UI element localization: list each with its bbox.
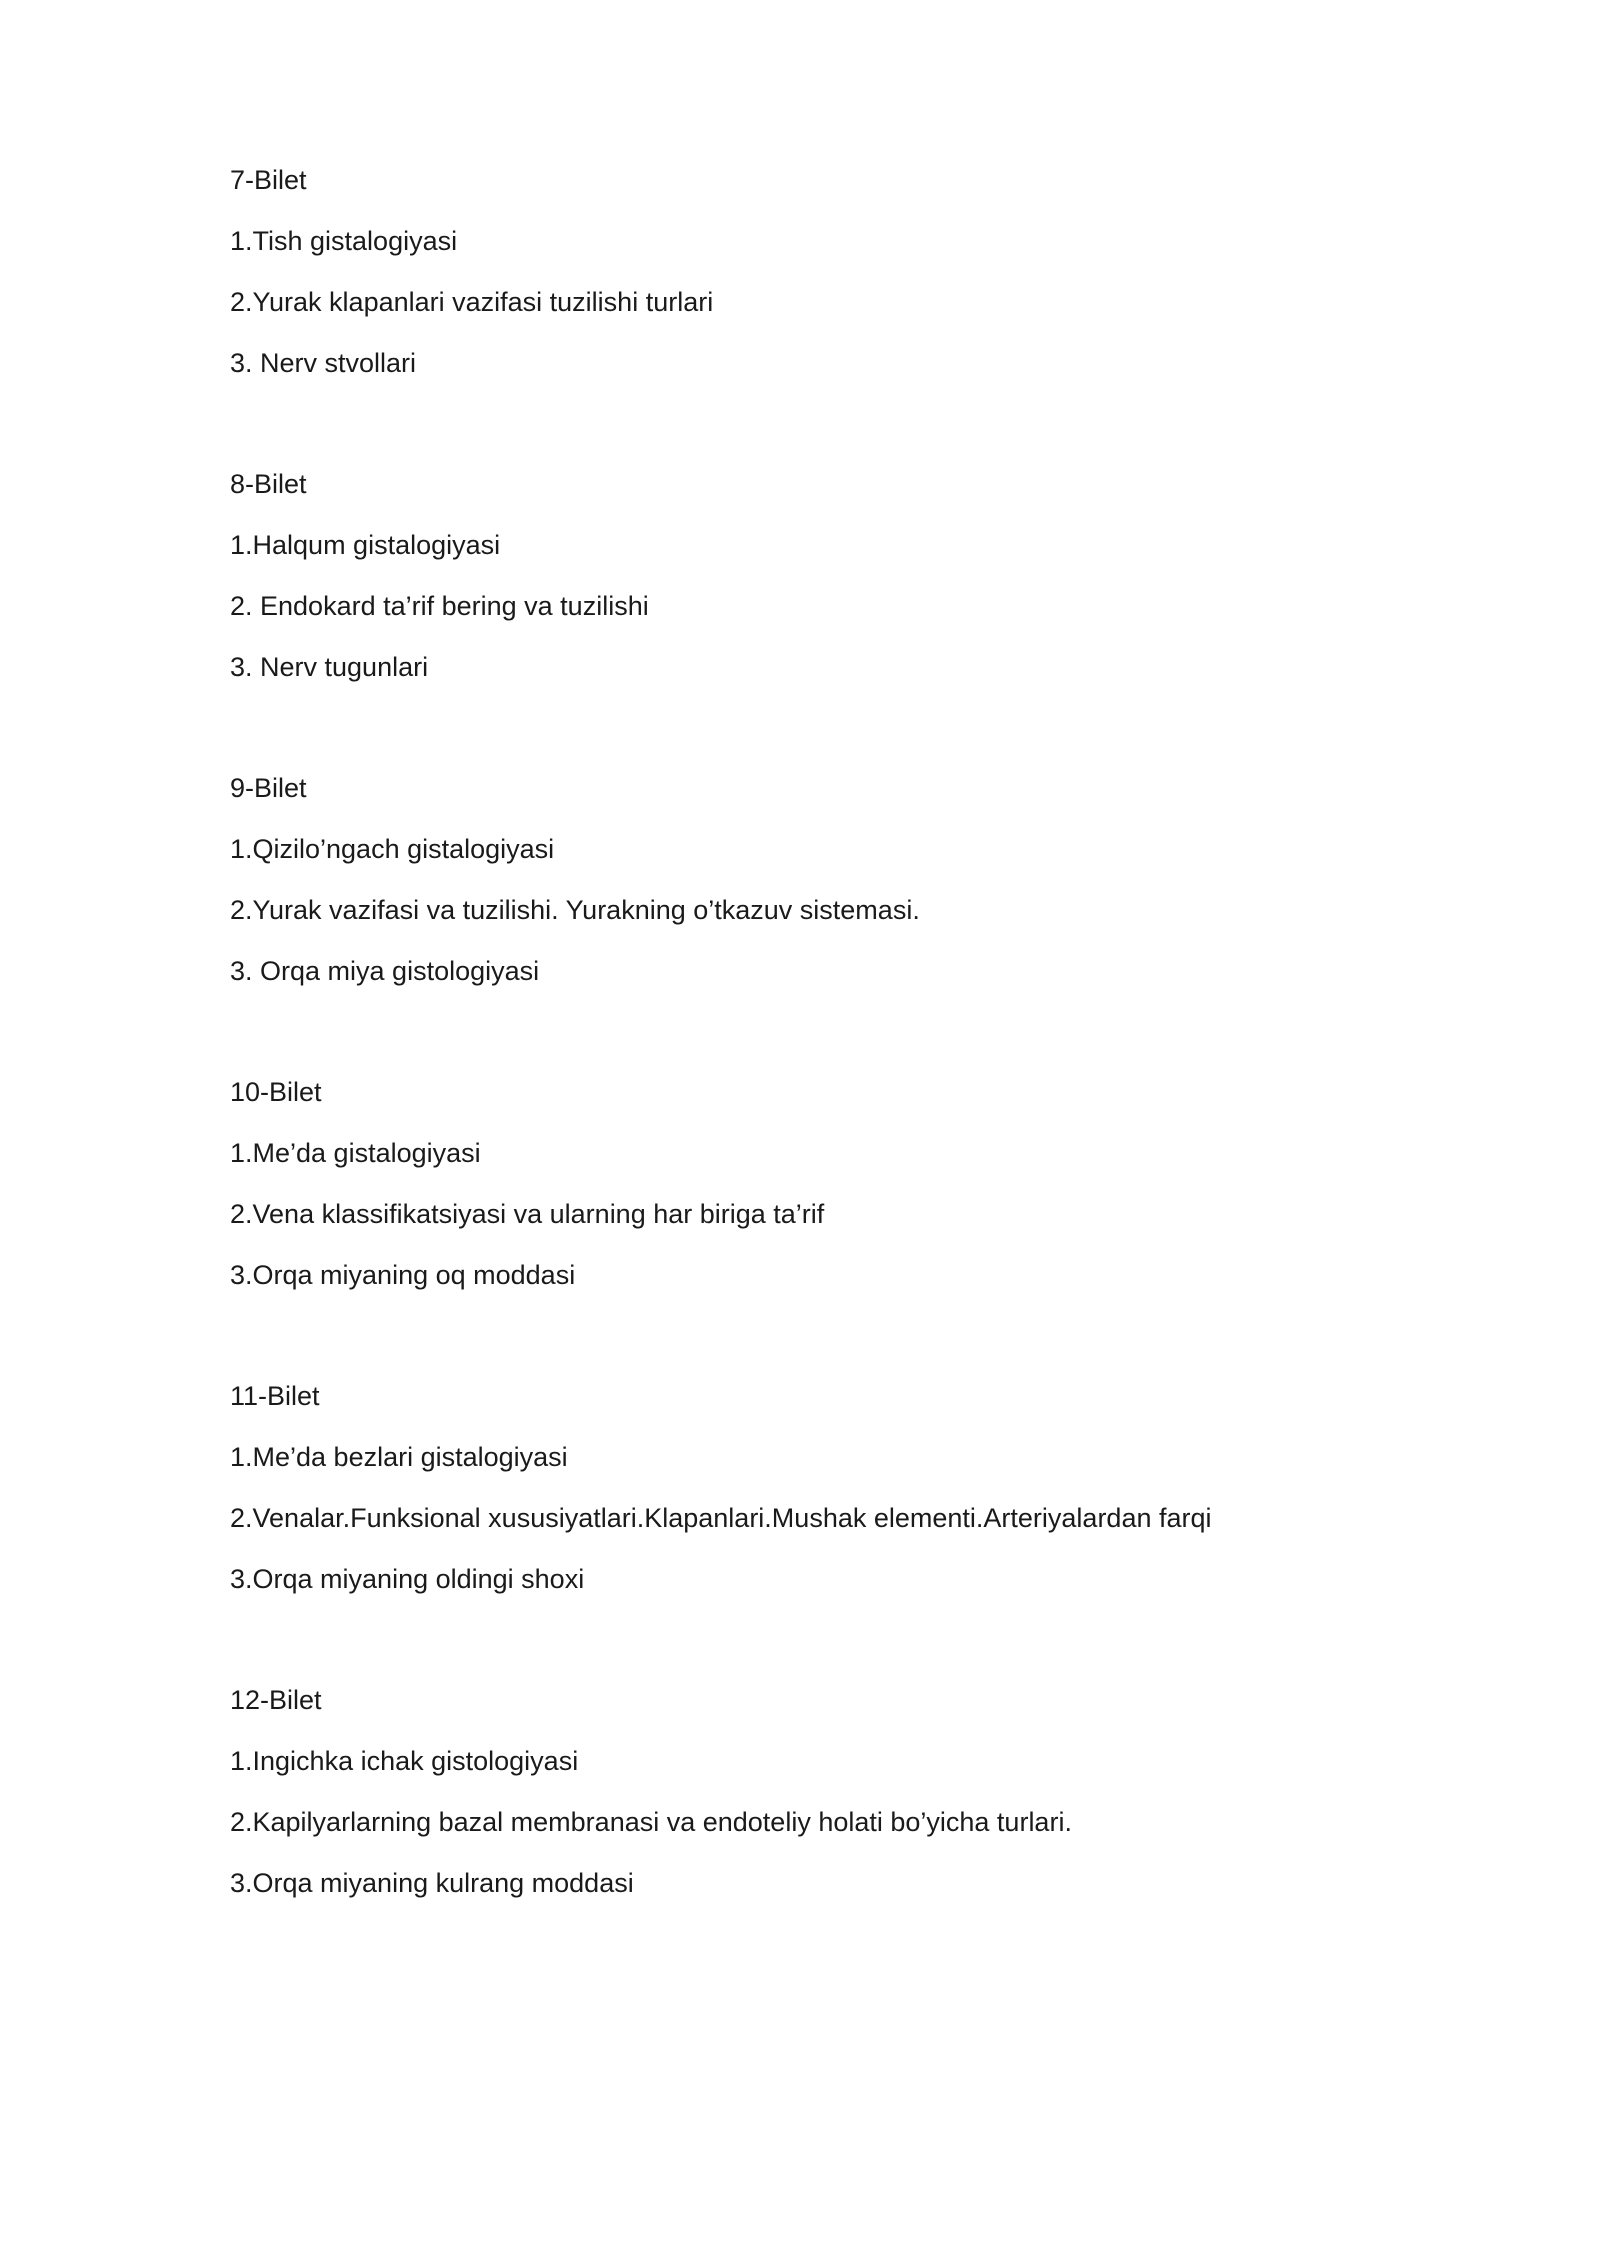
ticket-title: 12-Bilet	[230, 1685, 322, 1715]
ticket-title: 8-Bilet	[230, 469, 307, 499]
question-item: 2.Kapilyarlarning bazal membranasi va endoteliy holati bo’yicha turlari.	[230, 1807, 1072, 1837]
question-item: 1.Tish gistalogiyasi	[230, 226, 458, 256]
ticket-11	[230, 1366, 1430, 1610]
question-item: 3. Nerv stvollari	[230, 348, 417, 378]
question-item: 2.Yurak vazifasi va tuzilishi. Yurakning o’tkazuv sistemasi.	[230, 895, 920, 925]
ticket-9	[230, 758, 1430, 1002]
ticket-8	[230, 454, 1430, 698]
question-item: 1.Halqum gistalogiyasi	[230, 530, 501, 560]
ticket-title: 7-Bilet	[230, 165, 307, 195]
ticket-title: 11-Bilet	[230, 1381, 320, 1411]
question-item: 2. Endokard ta’rif bering va tuzilishi	[230, 591, 649, 621]
question-item: 3. Orqa miya gistologiyasi	[230, 956, 540, 986]
question-item: 1.Qizilo’ngach gistalogiyasi	[230, 834, 555, 864]
question-item: 2.Venalar.Funksional xususiyatlari.Klapanlari.Mushak elementi.Arteriyalardan farqi	[230, 1503, 1212, 1533]
ticket-title: 10-Bilet	[230, 1077, 322, 1107]
ticket-12	[230, 1670, 1430, 1914]
ticket-title: 9-Bilet	[230, 773, 307, 803]
question-item: 3. Nerv tugunlari	[230, 652, 429, 682]
question-item: 3.Orqa miyaning kulrang moddasi	[230, 1868, 634, 1898]
document-page	[230, 150, 1430, 1974]
question-item: 1.Ingichka ichak gistologiyasi	[230, 1746, 579, 1776]
question-item: 3.Orqa miyaning oldingi shoxi	[230, 1564, 585, 1594]
question-item: 2.Yurak klapanlari vazifasi tuzilishi turlari	[230, 287, 714, 317]
question-item: 2.Vena klassifikatsiyasi va ularning har biriga ta’rif	[230, 1199, 825, 1229]
ticket-7	[230, 150, 1430, 394]
question-item: 3.Orqa miyaning oq moddasi	[230, 1260, 576, 1290]
question-item: 1.Me’da gistalogiyasi	[230, 1138, 481, 1168]
question-item: 1.Me’da bezlari gistalogiyasi	[230, 1442, 568, 1472]
ticket-10	[230, 1062, 1430, 1306]
